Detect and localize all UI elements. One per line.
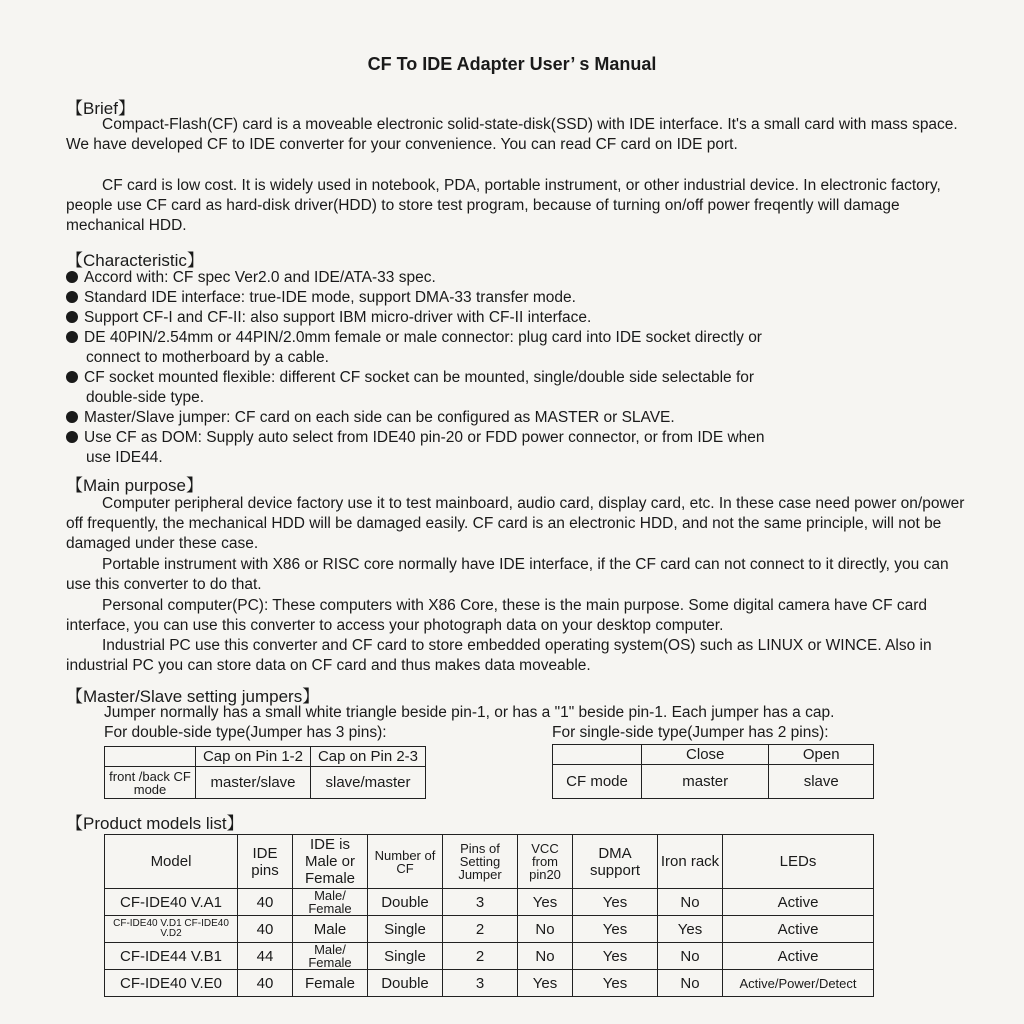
- column-header: DMA support: [573, 835, 658, 889]
- page-title: CF To IDE Adapter User’ s Manual: [367, 54, 657, 74]
- characteristic-item: CF socket mounted flexible: different CF socket can be mounted, single/double side selectable for double-side type.: [66, 368, 966, 408]
- models-heading: 【Product models list】: [66, 814, 244, 833]
- characteristic-item: Accord with: CF spec Ver2.0 and IDE/ATA-33 spec.: [66, 268, 966, 288]
- table-header: Cap on Pin 1-2: [196, 747, 311, 767]
- bullet-icon: [66, 411, 78, 423]
- table-row: CF-IDE40 V.D1 CF-IDE40 V.D2 40 Male Single 2 No Yes Yes Active: [105, 916, 874, 943]
- table-row: CF-IDE40 V.A1 40 Male/ Female Double 3 Yes Yes No Active: [105, 889, 874, 916]
- bullet-icon: [66, 311, 78, 323]
- table-row: CF-IDE40 V.E0 40 Female Double 3 Yes Yes No Active/Power/Detect: [105, 970, 874, 997]
- main-purpose-paragraph-4: Industrial PC use this converter and CF card to store embedded operating system(OS) such as LINUX or WINCE. Also in industrial PC you can store data on CF card and thus makes data moveable.: [66, 637, 932, 674]
- row-label: CF mode: [553, 765, 642, 799]
- table-header: Cap on Pin 2-3: [311, 747, 426, 767]
- bullet-icon: [66, 291, 78, 303]
- bullet-icon: [66, 271, 78, 283]
- characteristic-item: DE 40PIN/2.54mm or 44PIN/2.0mm female or male connector: plug card into IDE socket directly or connect to motherboard by a cable.: [66, 328, 966, 368]
- main-purpose-paragraph-1: Computer peripheral device factory use it to test mainboard, audio card, display card, etc. In these case need power on/power off frequently, the mechanical HDD will be damaged easily. CF card is an electronic HDD, and not the same principle, will not be damaged under these case.: [66, 495, 965, 552]
- single-side-jumper-table: [552, 744, 874, 799]
- single-side-label: For single-side type(Jumper has 2 pins):: [552, 724, 829, 741]
- column-header: Pins of Setting Jumper: [443, 835, 518, 889]
- characteristic-heading: 【Characteristic】: [66, 251, 204, 270]
- table-header: Close: [642, 745, 769, 765]
- table-cell: slave: [769, 765, 874, 799]
- brief-paragraph-1: Compact-Flash(CF) card is a moveable electronic solid-state-disk(SSD) with IDE interface. It's a small card with mass space. We have developed CF to IDE converter for your convenience. You can read CF card on IDE port.: [66, 116, 958, 153]
- table-header: Open: [769, 745, 874, 765]
- column-header: Model: [105, 835, 238, 889]
- bullet-icon: [66, 431, 78, 443]
- brief-heading: 【Brief】: [66, 99, 135, 118]
- table-cell: master/slave: [196, 767, 311, 799]
- double-side-label: For double-side type(Jumper has 3 pins):: [104, 724, 387, 741]
- double-side-jumper-table: [104, 746, 426, 799]
- product-models-table: [104, 834, 874, 997]
- column-header: Number of CF: [368, 835, 443, 889]
- main-purpose-paragraph-3: Personal computer(PC): These computers with X86 Core, these is the main purpose. Some digital camera have CF card interface, you can use this converter to access your photograph data on your desktop computer.: [66, 597, 928, 634]
- column-header: VCC from pin20: [518, 835, 573, 889]
- column-header: Iron rack: [658, 835, 723, 889]
- table-cell: slave/master: [311, 767, 426, 799]
- main-purpose-paragraph-2: Portable instrument with X86 or RISC core normally have IDE interface, if the CF card can not connect to it directly, you can use this converter to do that.: [66, 556, 949, 593]
- table-cell: master: [642, 765, 769, 799]
- row-label: front /back CF mode: [105, 767, 196, 799]
- column-header: IDE pins: [238, 835, 293, 889]
- jumpers-intro: Jumper normally has a small white triangle beside pin-1, or has a "1" beside pin-1. Each jumper has a cap.: [104, 704, 835, 721]
- characteristic-item: Standard IDE interface: true-IDE mode, support DMA-33 transfer mode.: [66, 288, 966, 308]
- main-purpose-heading: 【Main purpose】: [66, 476, 204, 495]
- table-row: CF-IDE44 V.B1 44 Male/ Female Single 2 No Yes No Active: [105, 943, 874, 970]
- characteristic-item: Use CF as DOM: Supply auto select from IDE40 pin-20 or FDD power connector, or from IDE when use IDE44.: [66, 428, 966, 468]
- characteristic-item: Support CF-I and CF-II: also support IBM micro-driver with CF-II interface.: [66, 308, 966, 328]
- column-header: LEDs: [723, 835, 874, 889]
- brief-paragraph-2: CF card is low cost. It is widely used in notebook, PDA, portable instrument, or other industrial device. In electronic factory, people use CF card as hard-disk driver(HDD) to store test program, because of turning on/off power freqently will damage mechanical HDD.: [66, 177, 941, 234]
- characteristic-item: Master/Slave jumper: CF card on each side can be configured as MASTER or SLAVE.: [66, 408, 966, 428]
- bullet-icon: [66, 331, 78, 343]
- column-header: IDE is Male or Female: [293, 835, 368, 889]
- bullet-icon: [66, 371, 78, 383]
- jumpers-heading: 【Master/Slave setting jumpers】: [66, 687, 320, 706]
